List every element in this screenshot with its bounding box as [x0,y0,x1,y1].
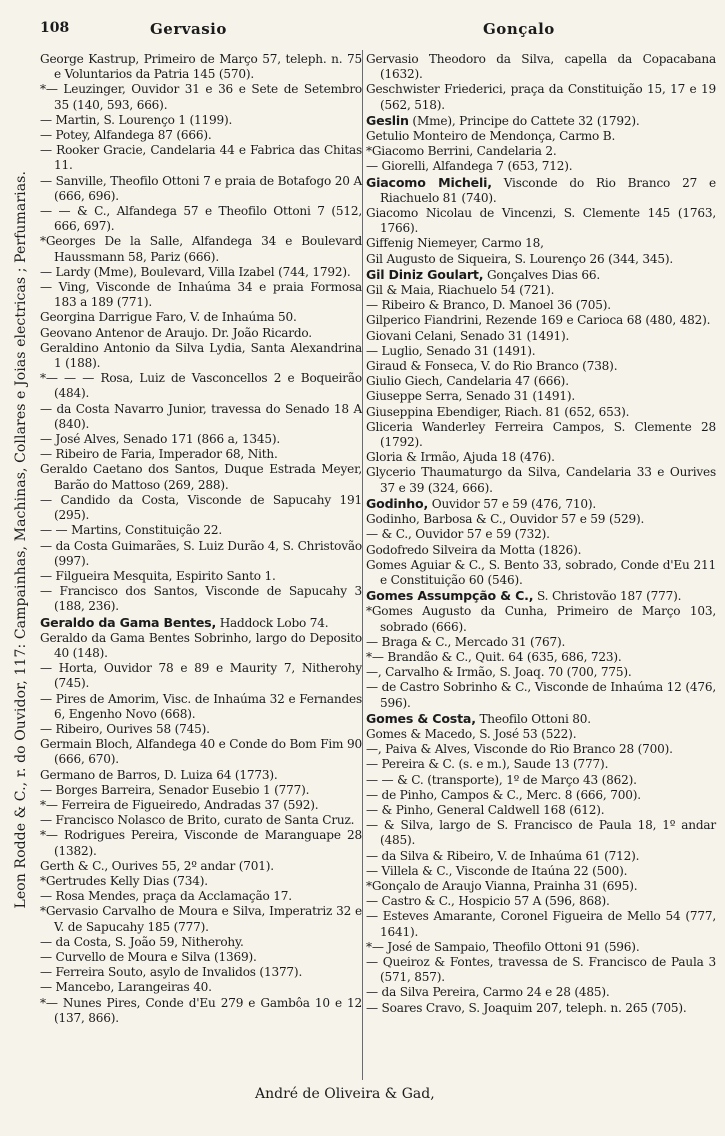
list-item: Germano de Barros, D. Luiza 64 (1773). [40,767,278,782]
list-item: — Esteves Amarante, Coronel Figueira de Mello 54 (777, 1641). [366,909,716,939]
list-item: Gilperico Fiandrini, Rezende 169 e Carioca 68 (480, 482). [366,313,711,328]
list-item: — Mancebo, Larangeiras 40. [40,980,212,995]
list-item: Geraldo da Gama Bentes Sobrinho, largo do Deposito 40 (148). [40,630,362,660]
list-item: Getulio Monteiro de Mendonça, Carmo B. [366,129,616,144]
bold-list-item [366,113,716,129]
list-item: Gil Augusto de Siqueira, S. Lourenço 26 (344, 345). [366,251,674,266]
list-item: Godofredo Silveira da Motta (1826). [366,542,582,557]
list-item: Geschwister Friederici, praça da Constituição 15, 17 e 19 (562, 518). [366,82,716,112]
list-item: Giulio Giech, Candelaria 47 (666). [366,374,569,389]
bold-entry-name: Gomes Assumpção & C., [366,588,534,604]
side-advertisement [8,90,34,990]
list-item: — & Pinho, General Caldwell 168 (612). [366,802,605,817]
list-item: — Curvello de Moura e Silva (1369). [40,949,257,964]
list-item: — Soares Cravo, S. Joaquim 207, teleph. n. 265 (705). [366,1000,687,1015]
list-item: Giacomo Nicolau de Vincenzi, S. Clemente 145 (1763, 1766). [366,206,716,236]
list-item: *Georges De la Salle, Alfandega 34 e Boulevard Haussmann 58, Pariz (666). [40,234,362,264]
entry-address: Ouvidor 57 e 59 (476, 710). [428,496,596,511]
list-item: — da Costa Navarro Junior, travessa do Senado 18 A (840). [40,401,362,431]
list-item: — José Alves, Senado 171 (866 a, 1345). [40,432,281,447]
list-item: *— — — Rosa, Luiz de Vasconcellos 2 e Boqueirão (484). [40,371,362,401]
list-item: Geovano Antenor de Araujo. Dr. João Ricardo. [40,325,312,340]
bold-entry-name: Gil Diniz Goulart, [366,266,484,282]
list-item: — Ferreira Souto, asylo de Invalidos (1377). [40,965,303,980]
list-item: — Queiroz & Fontes, travessa de S. Francisco de Paula 3 (571, 857). [366,954,716,985]
bold-entry-name: Geraldo da Gama Bentes, [40,614,217,630]
list-item: — Horta, Ouvidor 78 e 89 e Maurity 7, Nitherohy (745). [40,661,362,691]
bold-list-item [366,496,716,512]
right-heading: Gonçalo [483,20,555,38]
list-item: Giraud & Fonseca, V. do Rio Branco (738). [366,359,618,374]
list-item: — Francisco Nolasco de Brito, curato de Santa Cruz. [40,813,355,828]
entry-address: Gonçalves Dias 66. [483,267,601,282]
list-item: Godinho, Barbosa & C., Ouvidor 57 e 59 (529). [366,512,645,527]
list-item: *— Nunes Pires, Conde d'Eu 279 e Gambôa 10 e 12 (137, 866). [40,995,362,1025]
list-item: Gil & Maia, Riachuelo 54 (721). [366,283,555,298]
right-column [366,52,716,1016]
list-item: — da Costa, S. João 59, Nitherohy. [40,934,244,949]
column-divider [362,50,363,1080]
entry-address: Theofilo Ottoni 80. [475,711,591,726]
page-header [30,20,720,42]
list-item: — da Silva Pereira, Carmo 24 e 28 (485). [366,985,610,1000]
list-item: — Rosa Mendes, praça da Acclamação 17. [40,889,292,904]
list-item: — Francisco dos Santos, Visconde de Sapucahy 3 (188, 236). [40,584,362,614]
list-item: — Candido da Costa, Visconde de Sapucahy 191 (295). [40,492,362,523]
list-item: *— Leuzinger, Ouvidor 31 e 36 e Sete de Setembro 35 (140, 593, 666). [40,82,362,112]
page-footer: André de Oliveira & Gad, [255,1086,435,1102]
list-item: *— José de Sampaio, Theofilo Ottoni 91 (596). [366,939,640,954]
bold-entry-name: Gomes & Costa, [366,710,476,726]
bold-list-item [40,615,362,631]
list-item: — Luglio, Senado 31 (1491). [366,343,536,358]
list-item: — Villela & C., Visconde de Itaúna 22 (500). [366,863,628,878]
list-item: —, Paiva & Alves, Visconde do Rio Branco 28 (700). [366,742,673,757]
list-item: *Giacomo Berrini, Candelaria 2. [366,144,557,159]
list-item: Gervasio Theodoro da Silva, capella da Copacabana (1632). [366,52,716,82]
list-item: George Kastrup, Primeiro de Março 57, teleph. n. 75 e Voluntarios da Patria 145 (570). [40,52,362,82]
list-item: — Pereira & C. (s. e m.), Saude 13 (777). [366,757,609,772]
list-item: — Sanville, Theofilo Ottoni 7 e praia de Botafogo 20 A (666, 696). [40,173,362,203]
list-item: Gloria & Irmão, Ajuda 18 (476). [366,450,555,465]
list-item: Gomes & Macedo, S. José 53 (522). [366,726,577,741]
list-item: — Filgueira Mesquita, Espirito Santo 1. [40,568,276,583]
list-item: — Martin, S. Lourenço 1 (1199). [40,112,233,127]
list-item: Germain Bloch, Alfandega 40 e Conde do Bom Fim 90 (666, 670). [40,737,362,767]
list-item: — Braga & C., Mercado 31 (767). [366,634,566,649]
list-item: — Borges Barreira, Senador Eusebio 1 (777). [40,782,310,797]
list-item: Gliceria Wanderley Ferreira Campos, S. Clemente 28 (1792). [366,419,716,450]
list-item: — — & C., Alfandega 57 e Theofilo Ottoni 7 (512, 666, 697). [40,204,362,234]
bold-list-item [366,588,716,604]
list-item: — Potey, Alfandega 87 (666). [40,128,212,143]
list-item: Glycerio Thaumaturgo da Silva, Candelaria 33 e Ourives 37 e 39 (324, 666). [366,465,716,495]
list-item: *Gomes Augusto da Cunha, Primeiro de Março 103, sobrado (666). [366,604,716,634]
list-item: Giuseppina Ebendiger, Riach. 81 (652, 653). [366,404,630,419]
list-item: — & Silva, largo de S. Francisco de Paula 18, 1º andar (485). [366,818,716,848]
list-item: — de Pinho, Campos & C., Merc. 8 (666, 700). [366,787,641,802]
list-item: — Ribeiro de Faria, Imperador 68, Nith. [40,447,278,462]
bold-entry-name: Giacomo Micheli, [366,174,492,190]
left-heading: Gervasio [150,20,227,38]
list-item: — de Castro Sobrinho & C., Visconde de Inhaúma 12 (476, 596). [366,680,716,710]
list-item: Geraldo Caetano dos Santos, Duque Estrada Meyer, Barão do Mattoso (269, 288). [40,462,362,492]
list-item: *— Brandão & C., Quit. 64 (635, 686, 723). [366,649,622,664]
list-item: Giffenig Niemeyer, Carmo 18, [366,236,544,251]
bold-entry-name: Geslin [366,112,409,128]
page-number: 108 [40,20,70,36]
list-item: *Gervasio Carvalho de Moura e Silva, Imperatriz 32 e V. de Sapucahy 185 (777). [40,904,362,934]
list-item: Geraldino Antonio da Silva Lydia, Santa Alexandrina 1 (188). [40,340,362,371]
list-item: — — & C. (transporte), 1º de Março 43 (862). [366,772,637,787]
list-item: — Ving, Visconde de Inhaúma 34 e praia Formosa 183 a 189 (771). [40,280,362,310]
list-item: *Gonçalo de Araujo Vianna, Prainha 31 (695). [366,878,638,893]
list-item: Giovani Celani, Senado 31 (1491). [366,328,570,343]
list-item: — Pires de Amorim, Visc. de Inhaúma 32 e Fernandes 6, Engenho Novo (668). [40,691,362,721]
bold-list-item [366,267,716,283]
entry-address: (Mme), Principe do Cattete 32 (1792). [408,113,640,128]
entry-address: S. Christovão 187 (777). [533,589,682,604]
list-item: Georgina Darrigue Faro, V. de Inhaúma 50. [40,310,297,325]
list-item: Gomes Aguiar & C., S. Bento 33, sobrado, Conde d'Eu 211 e Constituição 60 (546). [366,557,716,587]
side-advertisement-text: Leon Rodde & C., r. do Ouvidor, 117: Campainhas, Machinas, Collares e Joias electricas ; Perfumarias. [13,171,29,909]
bold-list-item [366,175,716,206]
list-item: — Castro & C., Hospicio 57 A (596, 868). [366,894,610,909]
bold-entry-name: Godinho, [366,495,429,511]
list-item: Giuseppe Serra, Senado 31 (1491). [366,389,576,404]
list-item: — da Silva & Ribeiro, V. de Inhaúma 61 (712). [366,848,640,863]
list-item: *— Ferreira de Figueiredo, Andradas 37 (592). [40,797,319,812]
bold-list-item [366,711,716,727]
list-item: — Ribeiro & Branco, D. Manoel 36 (705). [366,298,611,313]
list-item: — Giorelli, Alfandega 7 (653, 712). [366,159,573,174]
list-item: *— Rodrigues Pereira, Visconde de Maranguape 28 (1382). [40,828,362,858]
entry-address: Visconde do Rio Branco 27 e Riachuelo 81 (740). [380,175,716,205]
list-item: — — Martins, Constituição 22. [40,523,222,538]
list-item: — da Costa Guimarães, S. Luiz Durão 4, S. Christovão (997). [40,538,362,568]
entry-address: Haddock Lobo 74. [216,615,329,630]
list-item: — & C., Ouvidor 57 e 59 (732). [366,527,550,542]
left-column [40,52,362,1026]
list-item: — Lardy (Mme), Boulevard, Villa Izabel (744, 1792). [40,264,351,279]
list-item: *Gertrudes Kelly Dias (734). [40,873,208,888]
list-item: — Rooker Gracie, Candelaria 44 e Fabrica das Chitas 11. [40,143,362,173]
list-item: —, Carvalho & Irmão, S. Joaq. 70 (700, 775). [366,665,632,680]
list-item: — Ribeiro, Ourives 58 (745). [40,721,210,736]
list-item: Gerth & C., Ourives 55, 2º andar (701). [40,858,274,873]
